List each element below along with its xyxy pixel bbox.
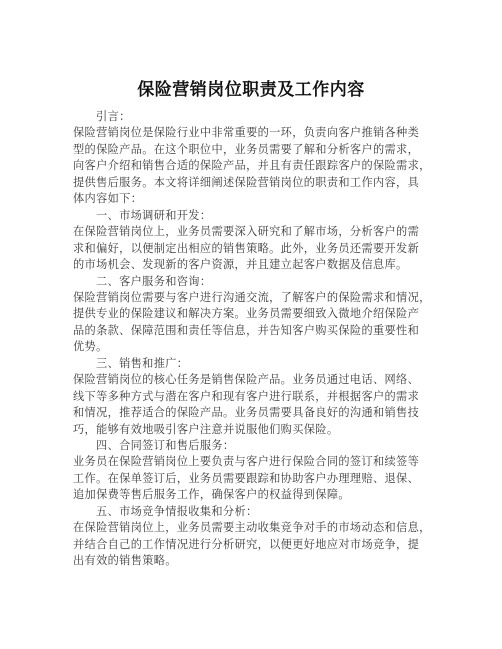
paragraph-line: 向客户介绍和销售合适的保险产品，并且有责任跟踪客户的保险需求，	[73, 159, 431, 173]
paragraph-line: 提供专业的保险建议和解决方案。业务员需要细致入微地介绍保险产	[73, 307, 420, 321]
paragraph-line: 型的保险产品。在这个职位中，业务员需要了解和分析客户的需求，	[73, 142, 420, 156]
section-heading: 五、市场竞争情报收集和分析：	[96, 504, 258, 518]
paragraph-line: 出有效的销售策略。	[73, 554, 177, 568]
paragraph-line: 求和偏好，以便制定出相应的销售策略。此外，业务员还需要开发新	[73, 241, 420, 255]
paragraph-line: 业务员在保险营销岗位上要负责与客户进行保险合同的签订和续签等	[73, 455, 420, 469]
section-heading: 一、市场调研和开发：	[96, 208, 212, 222]
section-heading: 四、合同签订和售后服务：	[96, 439, 235, 452]
paragraph-line: 工作。在保单签订后，业务员需要跟踪和协助客户办理理赔、退保、	[73, 471, 420, 485]
paragraph-line: 品的条款、保障范围和责任等信息，并告知客户购买保险的重要性和	[73, 323, 420, 337]
paragraph-line: 追加保费等售后服务工作，确保客户的权益得到保障。	[73, 488, 350, 502]
paragraph-line: 在保险营销岗位上，业务员需要主动收集竞争对手的市场动态和信息，	[73, 521, 431, 535]
section-heading: 二、客户服务和咨询：	[96, 274, 212, 288]
paragraph-line: 的市场机会、发现新的客户资源，并且建立起客户数据及信息库。	[73, 258, 408, 272]
paragraph-line: 在保险营销岗位上，业务员需要深入研究和了解市场，分析客户的需	[73, 225, 420, 239]
section-heading: 引言：	[96, 110, 131, 123]
document-title: 保险营销岗位职责及工作内容	[137, 80, 365, 100]
paragraph-line: 优势。	[73, 340, 108, 354]
paragraph-line: 保险营销岗位的核心任务是销售保险产品。业务员通过电话、网络、	[73, 373, 420, 387]
paragraph-line: 线下等多种方式与潜在客户和现有客户进行联系，并根据客户的需求	[73, 389, 420, 403]
section-heading: 三、销售和推广：	[96, 356, 189, 370]
paragraph-line: 巧，能够有效地吸引客户注意并说服他们购买保险。	[73, 422, 339, 436]
paragraph-line: 提供售后服务。本文将详细阐述保险营销岗位的职责和工作内容，具	[73, 175, 420, 189]
paragraph-line: 体内容如下：	[73, 192, 143, 206]
paragraph-line: 保险营销岗位需要与客户进行沟通交流，了解客户的保险需求和情况，	[73, 290, 431, 304]
paragraph-line: 和情况，推荐适合的保险产品。业务员需要具备良好的沟通和销售技	[73, 406, 420, 420]
paragraph-line: 并结合自己的工作情况进行分析研究，以便更好地应对市场竞争，提	[73, 537, 420, 551]
paragraph-line: 保险营销岗位是保险行业中非常重要的一环，负责向客户推销各种类	[73, 126, 420, 140]
